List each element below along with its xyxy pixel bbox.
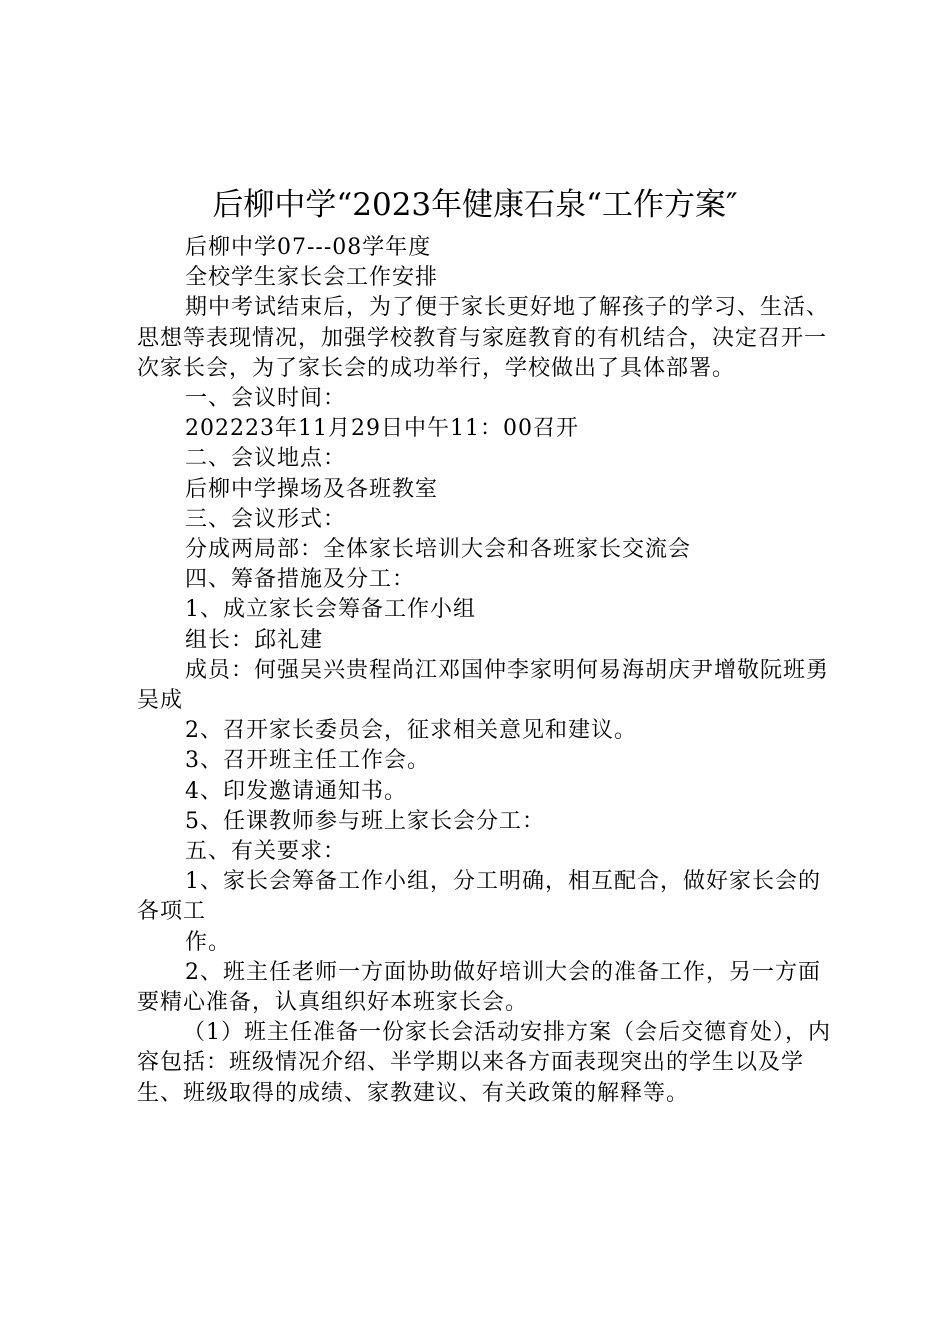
measure-item: 3、召开班主任工作会。 [185,748,430,774]
requirement-item-continuation: 作。 [185,929,232,955]
subtitle-line: 全校学生家长会工作安排 [185,265,439,291]
section-heading-time: 一、会议时间： [185,386,347,412]
requirement-subitem: （1）班主任准备一份家长会活动安排方案（会后交德育处），内容包括：班级情况介绍、半学期以来各方面表现突出的学生以及学生、班级取得的成绩、家教建议、有关政策的解释等。 [137,1020,831,1106]
school-year-line: 后柳中学07---08学年度 [185,235,432,260]
meeting-time: 202223年11月29日中午11：00召开 [185,416,579,442]
group-leader: 组长：邱礼建 [185,627,324,653]
section-heading-format: 三、会议形式： [185,506,347,532]
measure-item: 2、召开家长委员会，征求相关意见和建议。 [185,718,637,744]
intro-paragraph: 期中考试结束后，为了便于家长更好地了解孩子的学习、生活、思想等表现情况，加强学校教育与家庭教育的有机结合，决定召开一次家长会，为了家长会的成功举行，学校做出了具体部署。 [137,295,830,381]
measure-item: 1、成立家长会筹备工作小组 [185,597,476,623]
measure-item: 5、任课教师参与班上家长会分工： [185,808,545,834]
section-heading-requirements: 五、有关要求： [185,839,347,865]
group-members: 成员：何强吴兴贵程尚江邓国仲李家明何易海胡庆尹增敬阮班勇吴成 [137,657,830,714]
requirement-item: 2、班主任老师一方面协助做好培训大会的准备工作，另一方面要精心准备，认真组织好本班家长会。 [137,959,821,1016]
requirement-item: 1、家长会筹备工作小组，分工明确，相互配合，做好家长会的各项工 [137,869,821,925]
meeting-format: 分成两局部：全体家长培训大会和各班家长交流会 [185,537,692,563]
section-heading-location: 二、会议地点： [185,446,347,472]
document-title: 后柳中学“2023年健康石泉“工作方案″ [212,187,738,223]
section-heading-measures: 四、筹备措施及分工： [185,567,416,593]
measure-item: 4、印发邀请通知书。 [185,778,407,804]
document-body [137,233,837,1109]
meeting-location: 后柳中学操场及各班教室 [185,476,439,502]
